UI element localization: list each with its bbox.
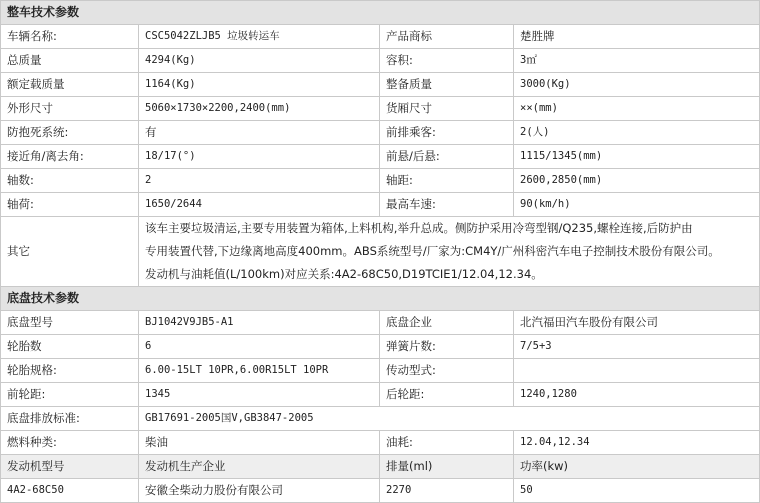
value: [514, 359, 760, 383]
label: 轴数:: [1, 169, 139, 193]
other-line: 专用装置代替,下边缘离地高度400mm。ABS系统型号/厂家为:CM4Y/广州科密汽车电子控制技术股份有限公司。: [145, 244, 720, 258]
other-line: 该车主要垃圾清运,主要专用装置为箱体,上料机构,举升总成。侧防护采用冷弯型钢/Q235,螺栓连接,后防护由: [145, 221, 693, 235]
column-header: 发动机型号: [1, 455, 139, 479]
label: 油耗:: [380, 431, 514, 455]
label: 容积:: [380, 49, 514, 73]
value: ××(mm): [514, 97, 760, 121]
value: 1164(Kg): [139, 73, 380, 97]
table-row: [1, 169, 760, 193]
table-row: [1, 383, 760, 407]
label: 货厢尺寸: [380, 97, 514, 121]
value: 7/5+3: [514, 335, 760, 359]
column-header: 功率(kw): [514, 455, 760, 479]
column-header: 排量(ml): [380, 455, 514, 479]
value: 2600,2850(mm): [514, 169, 760, 193]
table-row: [1, 431, 760, 455]
label: 前排乘客:: [380, 121, 514, 145]
table-row-other: [1, 217, 760, 287]
label: 传动型式:: [380, 359, 514, 383]
label: 整备质量: [380, 73, 514, 97]
table-row: [1, 359, 760, 383]
value: 柴油: [139, 431, 380, 455]
label: 后轮距:: [380, 383, 514, 407]
other-line: 发动机与油耗值(L/100km)对应关系:4A2-68C50,D19TCIE1/12.04,12.34。: [145, 267, 543, 281]
label: 轮胎规格:: [1, 359, 139, 383]
table-row: [1, 121, 760, 145]
value: 1345: [139, 383, 380, 407]
value: 12.04,12.34: [514, 431, 760, 455]
label: 车辆名称:: [1, 25, 139, 49]
truck-section-title: 整车技术参数: [1, 1, 760, 25]
engine-power: 50: [514, 479, 760, 503]
table-row: [1, 25, 760, 49]
table-row: [1, 193, 760, 217]
table-row-emission: [1, 407, 760, 431]
value: 2: [139, 169, 380, 193]
table-row: [1, 73, 760, 97]
chassis-section-title: 底盘技术参数: [1, 287, 760, 311]
value: 18/17(°): [139, 145, 380, 169]
engine-row: [1, 479, 760, 503]
label: 前轮距:: [1, 383, 139, 407]
value: 楚胜牌: [514, 25, 760, 49]
label: 最高车速:: [380, 193, 514, 217]
other-description: [139, 217, 760, 287]
value: CSC5042ZLJB5 垃圾转运车: [139, 25, 380, 49]
table-row: [1, 311, 760, 335]
table-row: [1, 97, 760, 121]
label: 底盘排放标准:: [1, 407, 139, 431]
value: 3000(Kg): [514, 73, 760, 97]
label: 总质量: [1, 49, 139, 73]
label: 轴距:: [380, 169, 514, 193]
label: 底盘企业: [380, 311, 514, 335]
label: 外形尺寸: [1, 97, 139, 121]
section-header-truck: [1, 1, 760, 25]
value: 有: [139, 121, 380, 145]
engine-maker: 安徽全柴动力股份有限公司: [139, 479, 380, 503]
value: 6.00-15LT 10PR,6.00R15LT 10PR: [139, 359, 380, 383]
engine-header-row: [1, 455, 760, 479]
section-header-chassis: [1, 287, 760, 311]
label: 接近角/离去角:: [1, 145, 139, 169]
engine-model: 4A2-68C50: [1, 479, 139, 503]
label: 底盘型号: [1, 311, 139, 335]
label: 防抱死系统:: [1, 121, 139, 145]
value: 5060×1730×2200,2400(mm): [139, 97, 380, 121]
value: 北汽福田汽车股份有限公司: [514, 311, 760, 335]
table-row: [1, 145, 760, 169]
value: 90(km/h): [514, 193, 760, 217]
label: 轮胎数: [1, 335, 139, 359]
value: 1115/1345(mm): [514, 145, 760, 169]
label: 轴荷:: [1, 193, 139, 217]
value: 2(人): [514, 121, 760, 145]
value: 6: [139, 335, 380, 359]
value: 4294(Kg): [139, 49, 380, 73]
value: 1650/2644: [139, 193, 380, 217]
value: BJ1042V9JB5-A1: [139, 311, 380, 335]
label: 弹簧片数:: [380, 335, 514, 359]
table-row: [1, 335, 760, 359]
other-label: 其它: [1, 217, 139, 287]
label: 额定载质量: [1, 73, 139, 97]
engine-displacement: 2270: [380, 479, 514, 503]
value: 1240,1280: [514, 383, 760, 407]
value: 3㎡: [514, 49, 760, 73]
label: 前悬/后悬:: [380, 145, 514, 169]
column-header: 发动机生产企业: [139, 455, 380, 479]
label: 产品商标: [380, 25, 514, 49]
label: 燃料种类:: [1, 431, 139, 455]
table-row: [1, 49, 760, 73]
emission-value: GB17691-2005国V,GB3847-2005: [139, 407, 760, 431]
